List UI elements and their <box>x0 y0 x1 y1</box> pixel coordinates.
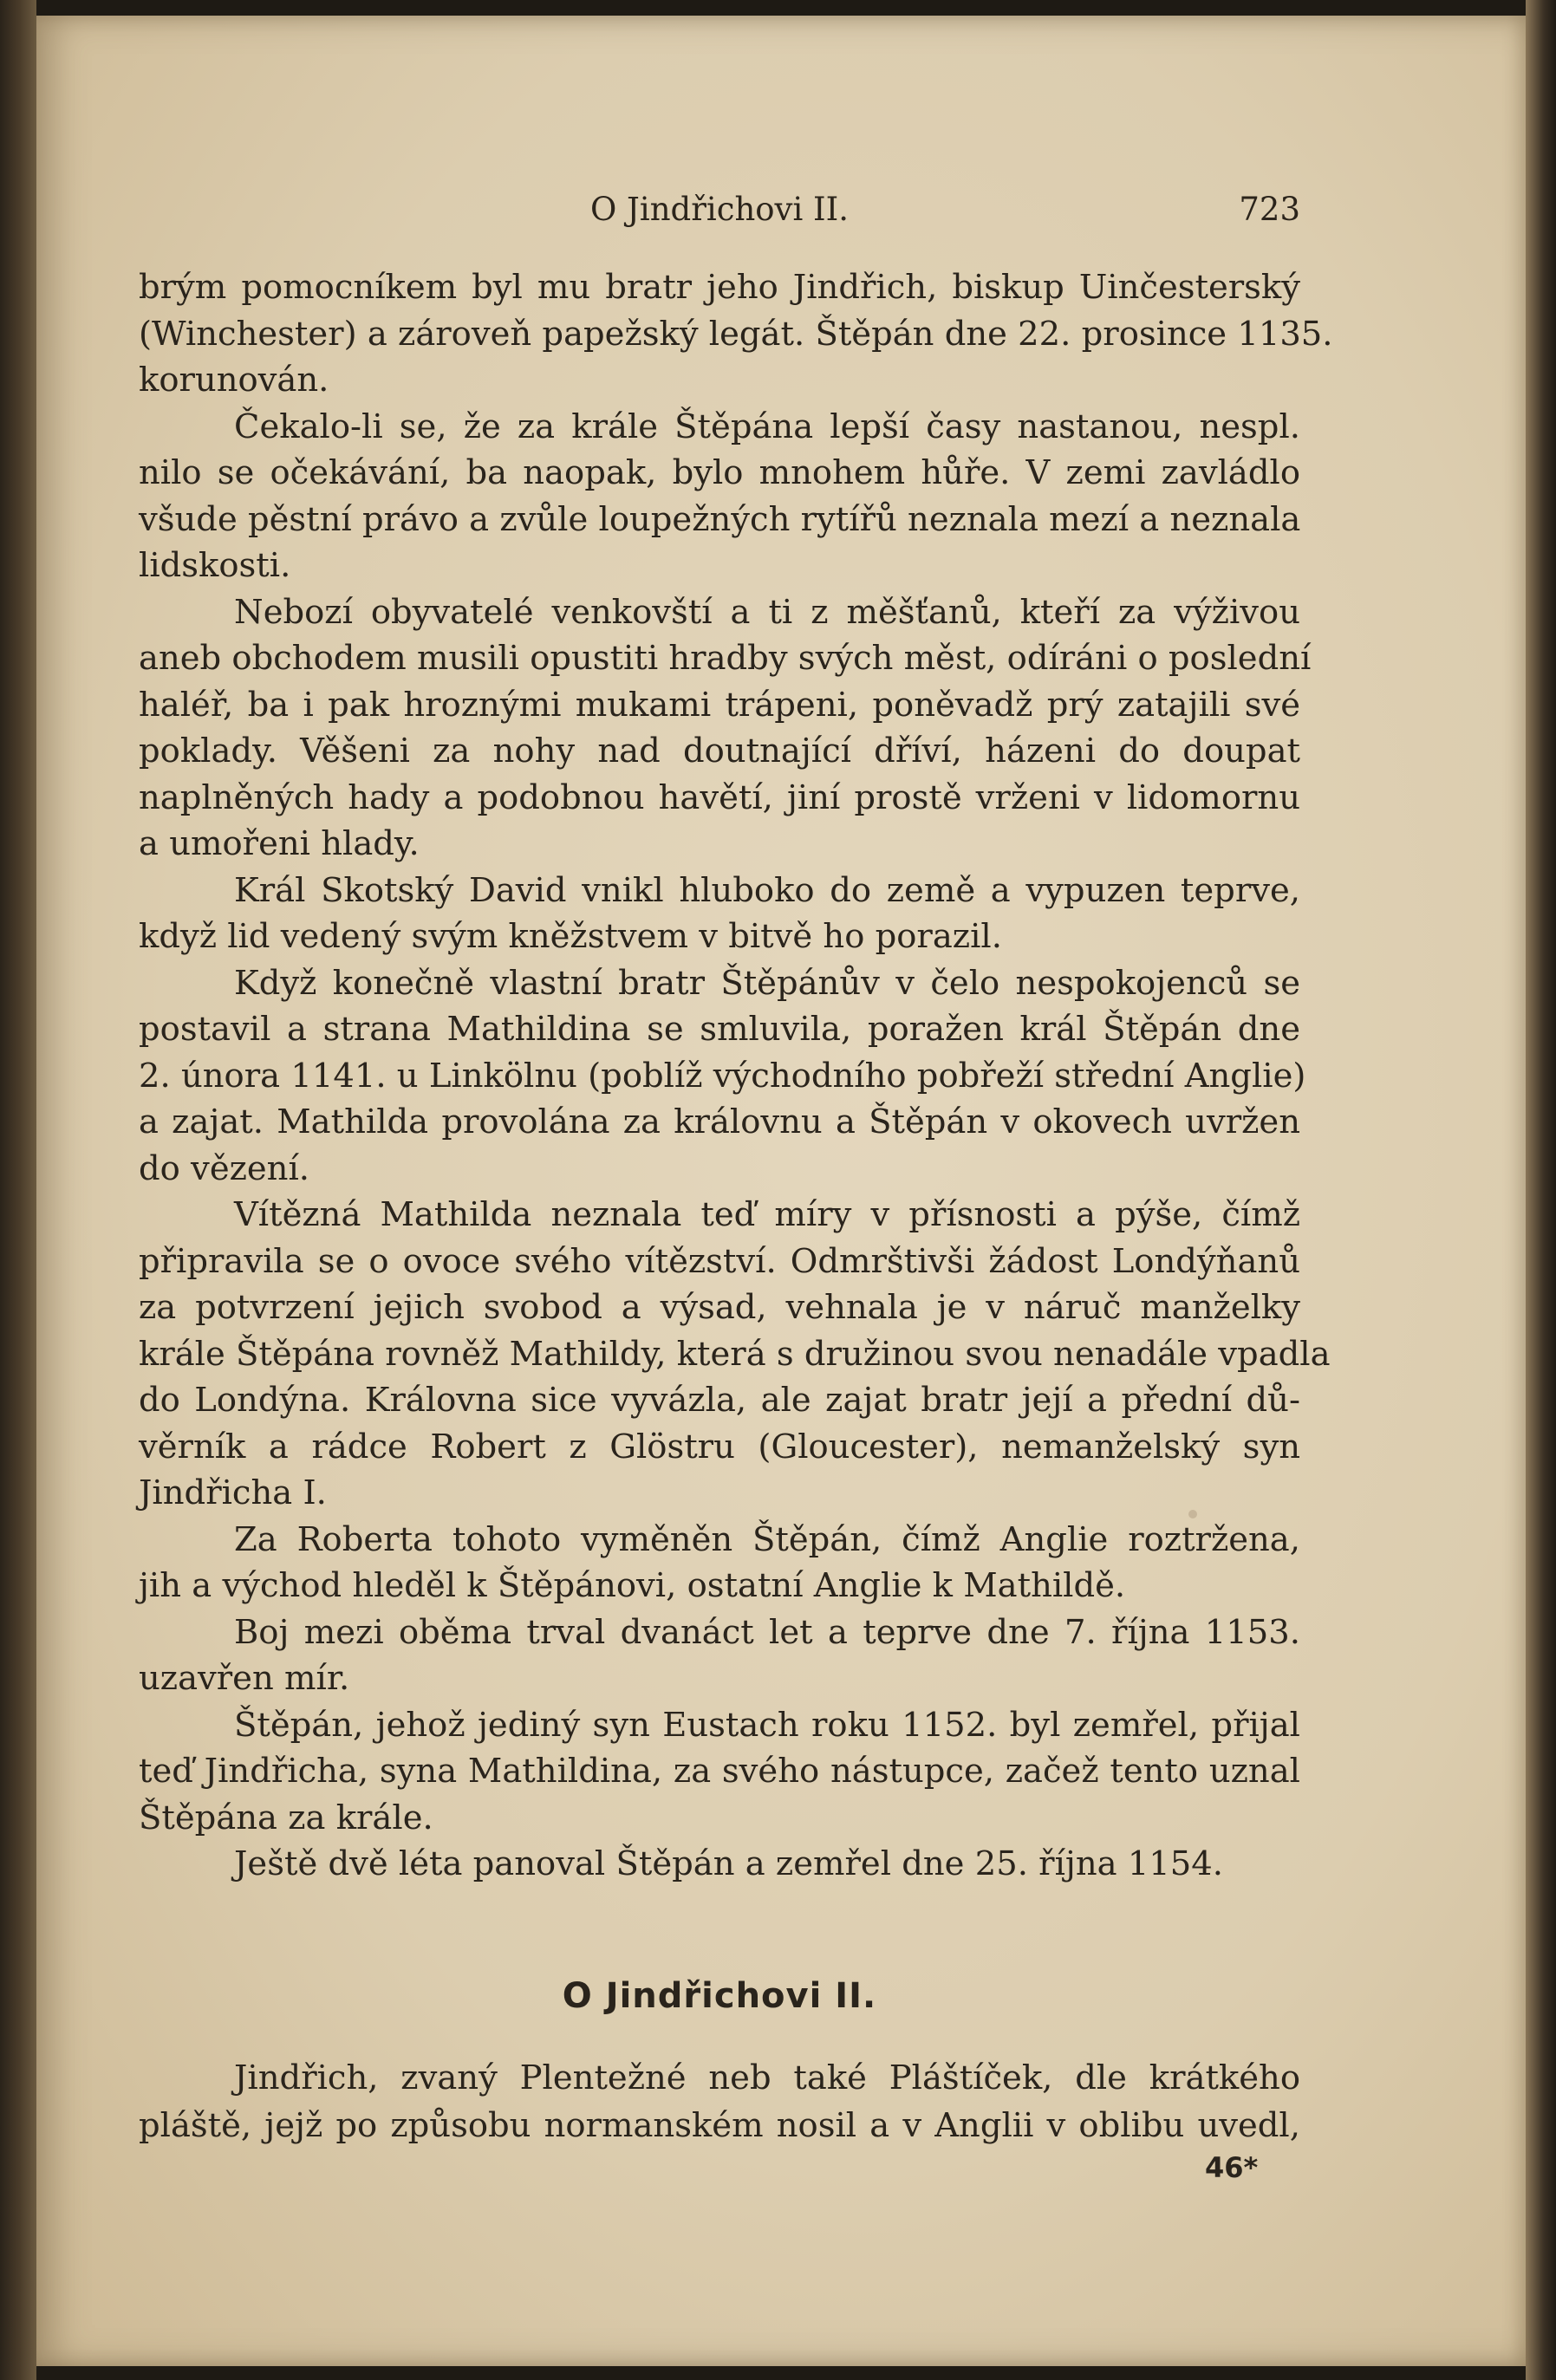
text-line: Štěpána za krále. <box>139 1798 433 1837</box>
text-line: všude pěstní právo a zvůle loupežných rytířů neznala mezí a neznala <box>139 499 1301 539</box>
text-line: lidskosti. <box>139 546 291 585</box>
text-line: 2. února 1141. u Linkölnu (poblíž východního pobřeží střední Anglie) <box>139 1056 1306 1096</box>
text-line: do Londýna. Královna sice vyvázla, ale zajat bratr její a přední dů- <box>139 1381 1300 1420</box>
text-line: korunován. <box>139 361 329 400</box>
text-line: věrník a rádce Robert z Glöstru (Gloucester), nemanželský syn <box>139 1427 1300 1466</box>
text-line: Boj mezi oběma trval dvanáct let a teprve dne 7. října 1153. <box>234 1612 1300 1652</box>
text-line: Král Skotský David vnikl hluboko do země a vypuzen teprve, <box>234 870 1300 910</box>
text-line: naplněných hady a podobnou havětí, jiní prostě vrženi v lidomornu <box>139 777 1300 817</box>
text-line: a zajat. Mathilda provolána za královnu a Štěpán v okovech uvržen <box>139 1102 1300 1141</box>
text-line: Čekalo-li se, že za krále Štěpána lepší časy nastanou, nespl. <box>234 406 1300 446</box>
text-line: Jindřich, zvaný Plentežné neb také Pláštíček, dle krátkého <box>234 2058 1300 2097</box>
text-line: Nebozí obyvatelé venkovští a ti z měšťanů, kteří za výživou <box>234 592 1300 632</box>
text-line: poklady. Věšeni za nohy nad doutnající dříví, házeni do doupat <box>139 732 1300 771</box>
text-line: Vítězná Mathilda neznala teď míry v přísnosti a pýše, čímž <box>234 1195 1300 1234</box>
text-line: Za Roberta tohoto vyměněn Štěpán, čímž Anglie roztržena, <box>234 1519 1300 1559</box>
paper-speck <box>1188 1510 1197 1518</box>
text-line: a umořeni hlady. <box>139 824 420 863</box>
text-line: pláště, jejž po způsobu normanském nosil a v Anglii v oblibu uvedl, <box>139 2106 1300 2145</box>
text-line: Když konečně vlastní bratr Štěpánův v čelo nespokojenců se <box>234 963 1300 1003</box>
page-edge <box>1526 0 1556 2380</box>
text-line: haléř, ba i pak hroznými mukami trápeni, poněvadž prý zatajili své <box>139 685 1300 725</box>
text-line: Štěpán, jehož jediný syn Eustach roku 1152. byl zemřel, přijal <box>234 1705 1300 1745</box>
text-line: za potvrzení jejich svobod a výsad, vehnala je v náruč manželky <box>139 1288 1300 1327</box>
text-line: uzavřen mír. <box>139 1659 350 1698</box>
text-line: brým pomocníkem byl mu bratr jeho Jindřich, biskup Uinčesterský <box>139 268 1300 307</box>
text-line: Jindřicha I. <box>139 1473 327 1512</box>
text-line: teď Jindřicha, syna Mathildina, za svého nástupce, začež tento uznal <box>139 1752 1300 1791</box>
page-number: 723 <box>1239 191 1300 228</box>
text-line: aneb obchodem musili opustiti hradby svých měst, odíráni o poslední <box>139 639 1312 678</box>
text-line: postavil a strana Mathildina se smluvila, poražen král Štěpán dne <box>139 1010 1300 1049</box>
text-line: krále Štěpána rovněž Mathildy, která s družinou svou nenadále vpadla <box>139 1334 1331 1374</box>
text-line: (Winchester) a zároveň papežský legát. Štěpán dne 22. prosince 1135. <box>139 314 1333 354</box>
text-line: nilo se očekávání, ba naopak, bylo mnohem hůře. V zemi zavládlo <box>139 453 1300 492</box>
section-heading: O Jindřichovi II. <box>562 1976 877 2016</box>
text-line: do vězení. <box>139 1148 310 1188</box>
text-line: připravila se o ovoce svého vítězství. Odmrštivši žádost Londýňanů <box>139 1241 1300 1281</box>
text-line: jih a východ hleděl k Štěpánovi, ostatní Anglie k Mathildě. <box>139 1566 1126 1605</box>
section-text <box>139 2054 1300 2149</box>
text-line: Ještě dvě léta panoval Štěpán a zemřel dne 25. října 1154. <box>234 1844 1224 1883</box>
body-text <box>139 264 1333 1888</box>
book-binding <box>0 0 36 2380</box>
signature-mark: 46* <box>1205 2151 1259 2184</box>
running-head <box>139 191 1300 228</box>
running-title: O Jindřichovi II. <box>589 191 850 228</box>
text-line: když lid vedený svým kněžstvem v bitvě ho porazil. <box>139 917 1002 956</box>
